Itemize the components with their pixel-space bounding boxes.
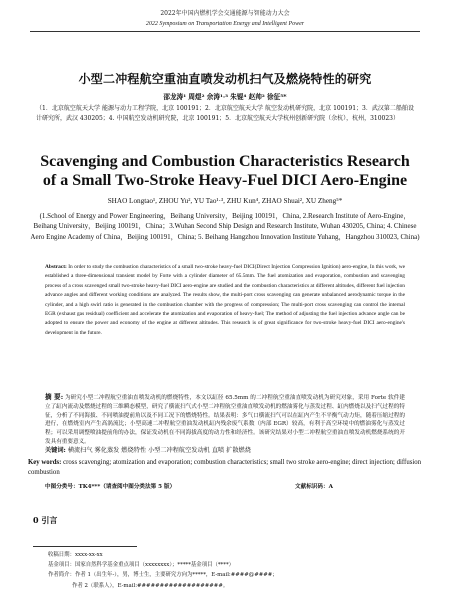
header-divider — [30, 31, 420, 32]
clc-number: 中图分类号：TK4***（请查阅中图分类法第 5 版） — [45, 484, 176, 490]
title-english-line1: Scavenging and Combustion Characteristics Research — [40, 153, 410, 170]
abstract-english — [45, 263, 405, 338]
document-code: 文献标识码：A — [295, 484, 333, 490]
section-heading-introduction: 0 引言 — [33, 515, 58, 525]
footnote-author1: 作者简介：作者 1（出生年-），男，博士生，主要研究方向为*****，E-mail:####@####； — [48, 572, 278, 579]
authors-chinese: 邵龙涛¹ 周煜² 余涛¹·³ 朱锟⁴ 赵帅² 徐征⁵* — [163, 93, 287, 101]
keywords-chinese-label: 关键词: — [45, 447, 66, 454]
abstract-english-label: Abstract: — [45, 264, 67, 270]
footnote-received: 收稿日期：xxxx-xx-xx — [48, 552, 103, 558]
footnote-author2: 作者 2（联系人），E-mail:###################。 — [72, 582, 229, 589]
footnote-fund: 基金项目：国家自然科学基金重点项目（xxxxxxxx）；*****基金项目（****） — [48, 562, 235, 569]
affiliations-chinese: （1．北京航空航天大学 能源与动力工程学院，北京 100191；2．北京航空航天大学 航空发动机研究院，北京 100191；3．武汉第二船舶设计研究所，武汉 430205；4. 中国航空发动机研究院，北京 100191；5．北京航空航天大学杭州创新研究院（余杭），杭州，310023） — [36, 105, 414, 122]
footnotes — [48, 550, 418, 591]
conference-header-cn: 2022年中国内燃机学会交通能源与智能动力大会 — [160, 10, 290, 17]
footnote-divider — [33, 546, 137, 547]
title-chinese: 小型二冲程航空重油直喷发动机扫气及燃烧特性的研究 — [78, 72, 372, 86]
conference-header-en: 2022 Symposium on Transportation Energy and Intelligent Power — [145, 21, 305, 27]
abstract-chinese — [45, 393, 405, 447]
abstract-chinese-text: 为研究小型二冲程航空重油直喷发动机的燃烧特性，本文以缸径 65.5mm 的二冲程航空重油直喷发动机为研究对象，采用 Forte 软件建立了缸内流动及燃烧过程的三维瞬态模型，研究了横流扫气式小型二冲程航空重油直喷发动机的燃油雾化与蒸发过程、缸内燃烧以及扫气过程的特征，分析了不同海拔、不同喷油提前角以及不同工况下的燃烧特性。结果表明：多气口横流扫气可以在缸内产生不平衡气动力矩，随着压缩过程的进行，在燃烧室内产生高涡流比；小型高速二冲程航空重油发动机缸内残余废气系数（内部 EGR）较高，有利于高空环境中的燃油雾化与蒸发过程；可以采用调整喷油提前角的办法，保证发动机在不同海拔高度的动力性和经济性。该研究结果对小型二冲程航空重油直喷发动机燃烧系统的开发具有重要意义。 — [45, 395, 405, 445]
abstract-english-text: In order to study the combustion characteristics of a small two-stroke heavy-fuel DICI(Direct Injection Compression Ignition) aero-engine, In this work, we established a three-dimensional transient model by Forte with a cylinder diameter of 65.5mm. The fuel atomization and evaporation, combustion and scavenging process of a cross scavenged small two-stroke heavy-fuel DICI aero-engine are studied and the combustion characteristics at different altitudes, different fuel injection advance angles and different working conditions are analyzed. The results show, the multi-port cross scavenging can generate unbalanced aerodynamic torque in the cylinder, and a high swirl ratio is generated in the combustion chamber with the progress of compression; The multi-port cross scavenging can control the internal EGR (exhaust gas residual) coefficient and accelerate the atomization and evaporation of heavy-fuel; The method of adjusting the fuel injection advance angle can be adopted to ensure the power and economy of the engine at different altitudes. This research is of great significance for two-stroke heavy-fuel DICI aero-engine's development in the future. — [45, 264, 405, 336]
keywords-english — [28, 458, 422, 478]
authors-english: SHAO Longtao¹, ZHOU Yu², YU Tao¹·³, ZHU Kun⁴, ZHAO Shuai², XU Zheng⁵* — [107, 197, 343, 205]
affiliations-english: (1.School of Energy and Power Engineering，Beihang University，Beijing 100191，China, 2.Research Institute of Aero-Engine，Beihang University，Beijing 100191，China；3.Wuhan Second Ship Design and Research Institute, Wuhan 430205, China; 4. Chinese Aero Engine Academy of China，Beijing 100191，China; 5. Beihang Hangzhou Innovation Institute Yuhang，Hangzhou 310023, China) — [30, 212, 420, 241]
keywords-english-text: cross scavenging; atomization and evaporation; combustion characteristics; small two stroke aero-engine; direct injection; diffusion combustion — [28, 459, 422, 476]
title-english-line2: of a Small Two-Stroke Heavy-Fuel DICI Aero-Engine — [42, 172, 408, 189]
keywords-english-label: Key words: — [28, 459, 62, 466]
title-english — [0, 152, 450, 190]
keywords-chinese — [45, 446, 405, 455]
keywords-chinese-text: 横流扫气 雾化蒸发 燃烧特性 小型二冲程航空发动机 直喷 扩散燃烧 — [67, 447, 251, 454]
classification-line — [45, 482, 405, 490]
abstract-chinese-label: 摘 要: — [45, 393, 64, 401]
